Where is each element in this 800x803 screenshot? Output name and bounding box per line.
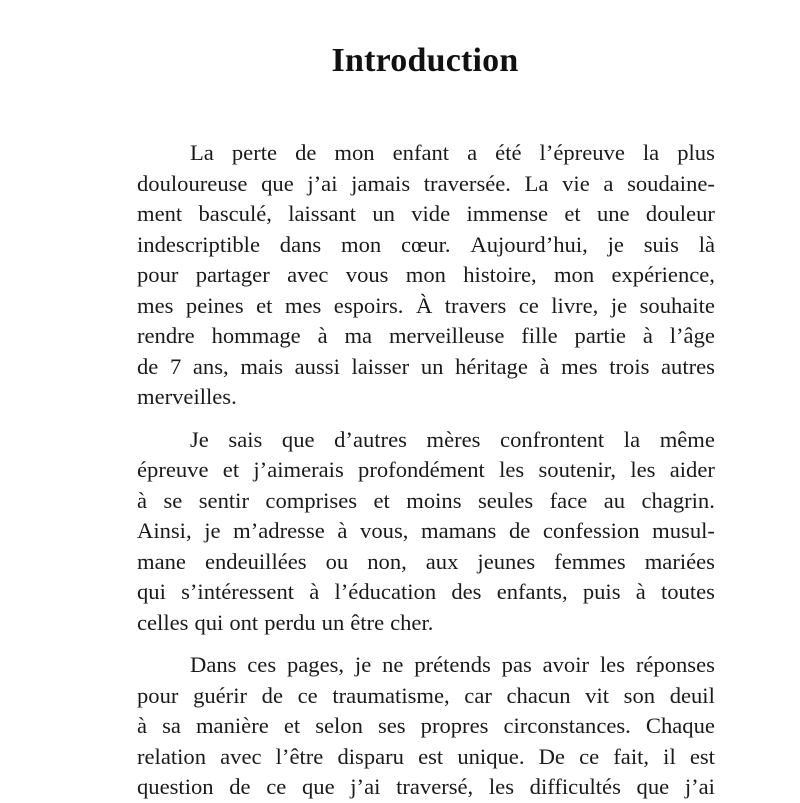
text-line: ment basculé, laissant un vide immense et une douleur — [137, 201, 715, 226]
text-line: indescriptible dans mon cœur. Aujourd’hui, je suis là — [137, 231, 715, 257]
text-line: épreuve et j’aimerais profondément les soutenir, les aider — [137, 457, 715, 482]
text-line: Ainsi, je m’adresse à vous, mamans de confession musul- — [137, 518, 715, 543]
text-line: pour partager avec vous mon histoire, mon expérience, — [137, 262, 715, 287]
text-line: qui s’intéressent à l’éducation des enfants, puis à toutes — [137, 579, 715, 604]
text-line: relation avec l’être disparu est unique. De ce fait, il est — [137, 743, 715, 769]
text-line: question de ce que j’ai traversé, les difficultés que j’ai — [137, 774, 715, 799]
paragraph — [137, 138, 715, 413]
text-line: à sa manière et selon ses propres circonstances. Chaque — [137, 713, 715, 738]
body-text — [137, 138, 715, 803]
text-line: à se sentir comprises et moins seules face au chagrin. — [137, 487, 715, 513]
text-line: Dans ces pages, je ne prétends pas avoir les réponses — [190, 652, 715, 677]
text-line: Je sais que d’autres mères confrontent la même — [190, 426, 715, 452]
text-line: celles qui ont perdu un être cher. — [137, 609, 434, 635]
text-line: douloureuse que j’ai jamais traversée. La vie a soudaine- — [137, 170, 715, 196]
text-line: rendre hommage à ma merveilleuse fille partie à l’âge — [137, 323, 715, 348]
paragraph-spacer — [137, 413, 715, 425]
text-line: de 7 ans, mais aussi laisser un héritage à mes trois autres — [137, 353, 715, 379]
page-title: Introduction — [331, 42, 519, 79]
text-line: mes peines et mes espoirs. À travers ce livre, je souhaite — [137, 292, 715, 318]
text-line: merveilles. — [137, 384, 237, 409]
paragraph — [137, 650, 715, 803]
text-line: mane endeuillées ou non, aux jeunes femmes mariées — [137, 548, 715, 574]
paragraph-spacer — [137, 638, 715, 650]
text-line: La perte de mon enfant a été l’épreuve la plus — [190, 140, 715, 165]
paragraph — [137, 425, 715, 639]
text-line: pour guérir de ce traumatisme, car chacun vit son deuil — [137, 682, 715, 708]
